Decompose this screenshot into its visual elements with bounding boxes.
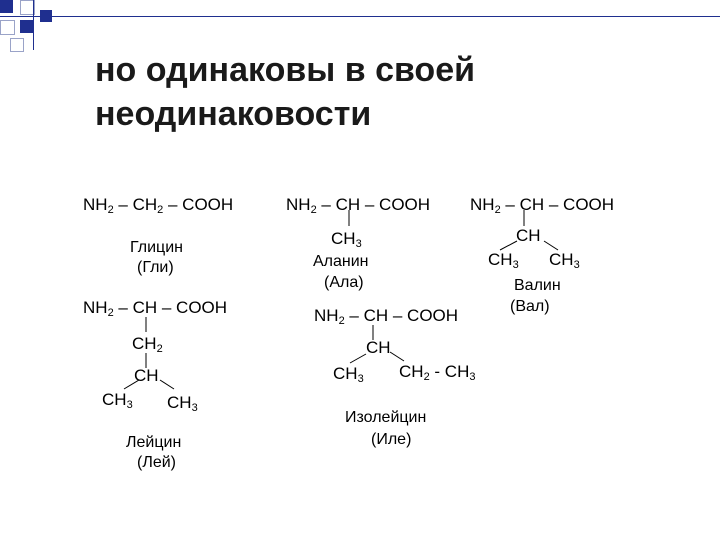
alanine-formula: $NH_2$ – CH – COOH bbox=[286, 195, 431, 216]
isoleucine-branch-left bbox=[350, 354, 366, 363]
leucine-formula: $NH_2$ – CH – COOH bbox=[83, 298, 228, 319]
leucine-methyl-2: $CH_3$ bbox=[167, 393, 198, 414]
valine-name: Валин bbox=[514, 277, 561, 294]
valine-side-ch: CH bbox=[516, 226, 541, 245]
valine-formula: $NH_2$ – CH – COOH bbox=[470, 195, 615, 216]
title-line-1: но одинаковы в своей bbox=[95, 51, 476, 89]
isoleucine-formula: $NH_2$ – CH – COOH bbox=[314, 306, 459, 327]
leucine-branch-right bbox=[160, 380, 174, 389]
alanine-abbr: (Ала) bbox=[324, 274, 364, 291]
isoleucine-branch-right bbox=[390, 352, 404, 361]
alanine-side-chain: $CH_3$ bbox=[331, 229, 362, 250]
glycine-formula: $NH_2 - CH_2$ – COOH bbox=[83, 195, 234, 216]
valine-branch-right bbox=[544, 241, 558, 250]
alanine-name: Аланин bbox=[313, 253, 369, 270]
leucine-methyl-1: $CH_3$ bbox=[102, 390, 133, 411]
glycine-name: Глицин bbox=[130, 239, 183, 256]
leucine-ch2: $CH_2$ bbox=[132, 334, 163, 355]
valine-abbr: (Вал) bbox=[510, 298, 550, 315]
leucine-ch: CH bbox=[134, 366, 159, 385]
isoleucine-abbr: (Иле) bbox=[371, 431, 412, 448]
leucine-name: Лейцин bbox=[126, 434, 182, 451]
isoleucine-name: Изолейцин bbox=[345, 409, 427, 426]
title-line-2: неодинаковости bbox=[95, 95, 372, 133]
isoleucine-ch: CH bbox=[366, 338, 391, 357]
valine-methyl-1: $CH_3$ bbox=[488, 250, 519, 271]
valine-methyl-2: $CH_3$ bbox=[549, 250, 580, 271]
isoleucine-ethyl: $CH_2 - CH_3$ bbox=[399, 362, 476, 383]
valine-branch-left bbox=[500, 241, 517, 250]
glycine-abbr: (Гли) bbox=[137, 259, 174, 276]
isoleucine-methyl: $CH_3$ bbox=[333, 364, 364, 385]
leucine-abbr: (Лей) bbox=[137, 454, 176, 471]
